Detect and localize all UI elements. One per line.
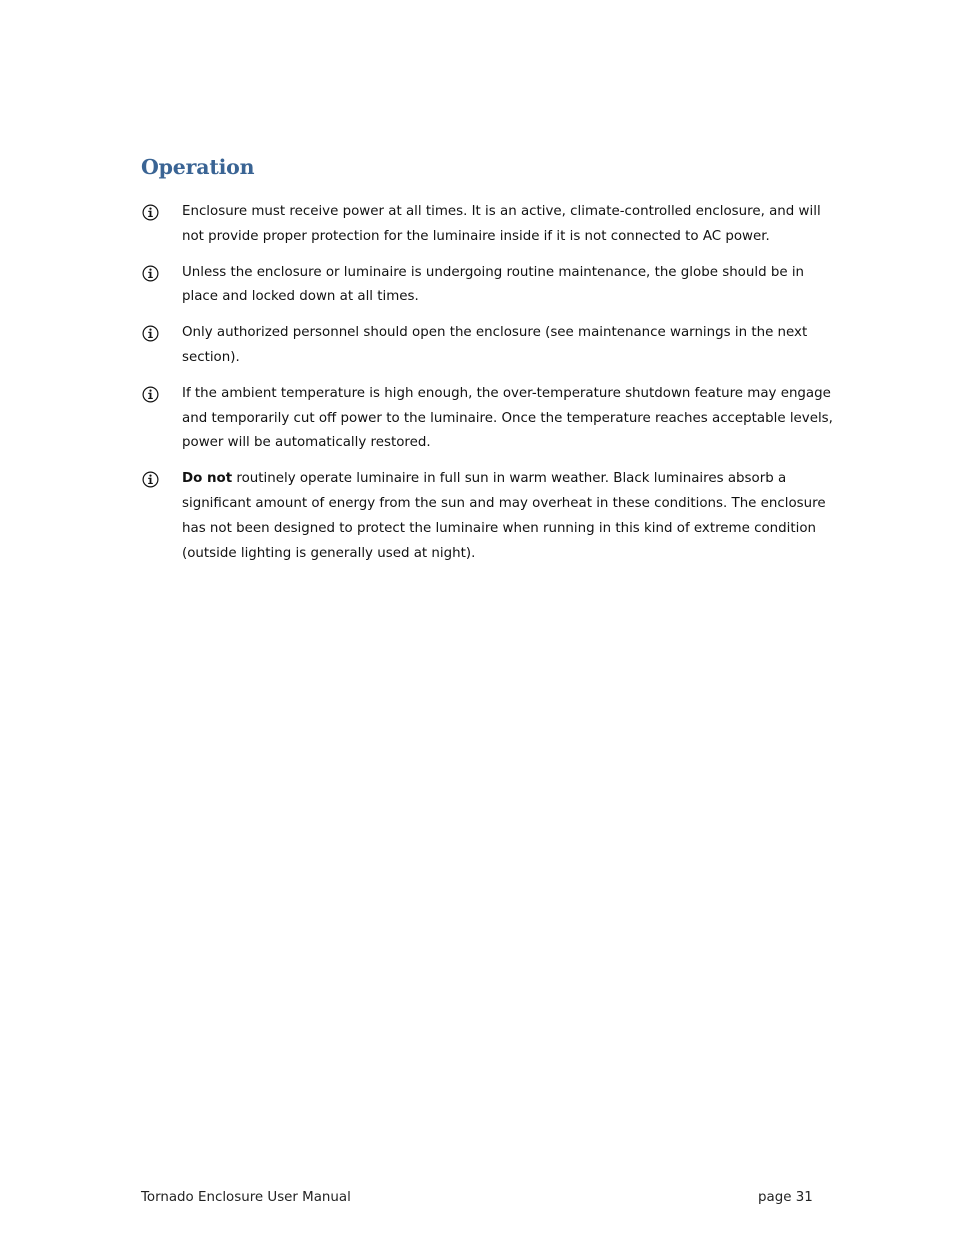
footer-page-number: page 31	[758, 1190, 813, 1205]
section-heading: Operation	[141, 155, 255, 179]
note-text	[182, 467, 841, 566]
note-text	[182, 261, 841, 311]
info-icon	[142, 204, 159, 221]
notes-list	[141, 200, 841, 577]
footer-manual-title: Tornado Enclosure User Manual	[141, 1190, 351, 1205]
note-item	[141, 382, 841, 456]
note-body: If the ambient temperature is high enough, the over-temperature shutdown feature may engage and temporarily cut off power to the luminaire. Once the temperature reaches acceptable levels, power will be automatically restored.	[182, 385, 833, 451]
note-item	[141, 321, 841, 371]
info-icon	[142, 325, 159, 342]
info-icon	[142, 471, 159, 488]
info-icon	[142, 265, 159, 282]
note-text	[182, 382, 841, 456]
note-body: Only authorized personnel should open the enclosure (see maintenance warnings in the next section).	[182, 325, 808, 365]
note-item	[141, 261, 841, 311]
note-body: routinely operate luminaire in full sun in warm weather. Black luminaires absorb a significant amount of energy from the sun and may overheat in these conditions. The enclosure has not been designed to protect the luminaire when running in this kind of extreme condition (outside lighting is generally used at night).	[182, 471, 826, 561]
note-item	[141, 467, 841, 566]
info-icon	[142, 386, 159, 403]
note-text	[182, 200, 841, 250]
note-emphasis: Do not	[182, 471, 233, 487]
note-body: Enclosure must receive power at all times. It is an active, climate-controlled enclosure, and will not provide proper protection for the luminaire inside if it is not connected to AC power.	[182, 204, 821, 244]
note-item	[141, 200, 841, 250]
note-text	[182, 321, 841, 371]
note-body: Unless the enclosure or luminaire is undergoing routine maintenance, the globe should be in place and locked down at all times.	[182, 264, 805, 305]
